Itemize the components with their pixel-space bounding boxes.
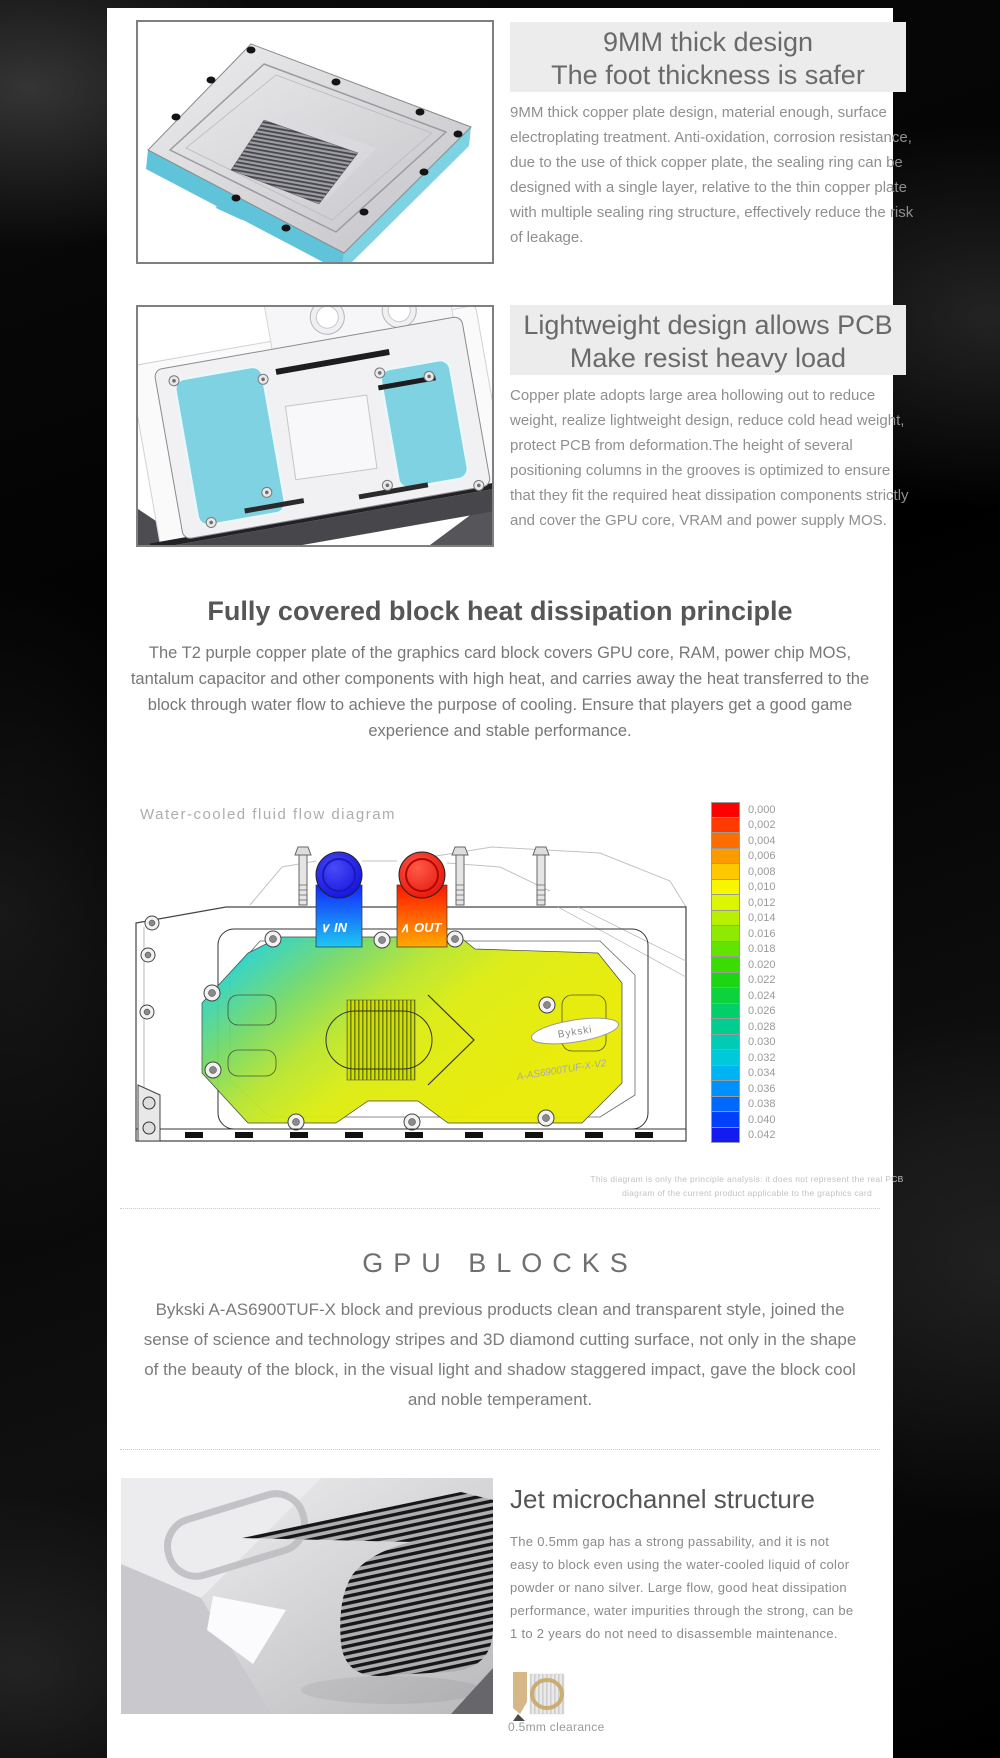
legend-swatch (711, 1128, 740, 1144)
legend-swatch (711, 942, 740, 958)
legend-swatch (711, 1035, 740, 1051)
legend-row (711, 957, 791, 973)
legend-row (711, 895, 791, 911)
legend-value: 0.032 (748, 1051, 776, 1064)
legend-row (711, 1097, 791, 1113)
legend-swatch (711, 1004, 740, 1020)
legend-swatch (711, 864, 740, 880)
flow-disclaimer-line1: This diagram is only the principle analysis: it does not represent the real PCB (590, 1174, 904, 1184)
legend-value: 0.018 (748, 943, 776, 956)
legend-value: 0.040 (748, 1113, 776, 1126)
legend-value: 0.034 (748, 1067, 776, 1080)
legend-row (711, 926, 791, 942)
legend-value: 0.036 (748, 1082, 776, 1095)
thick-design-body: 9MM thick copper plate design, material enough, surface electroplating treatment. Anti-oxidation, corrosion resistance, due to the use of thick copper plate, the sealing ring can be designed with a single layer, relative to the thin copper plate with multiple sealing ring structure, effectively reduce the risk of leakage. (510, 104, 914, 246)
legend-swatch (711, 1097, 740, 1113)
legend-row (711, 880, 791, 896)
terminal-ghost-outline (250, 847, 686, 907)
flow-disclaimer (537, 1172, 957, 1200)
legend-swatch (711, 957, 740, 973)
legend-row (711, 1128, 791, 1144)
legend-row (711, 973, 791, 989)
model-label: A-AS6900TUF-X-V2 (516, 1058, 608, 1084)
thick-design-heading (510, 22, 906, 92)
jet-body: The 0.5mm gap has a strong passability, and it is not easy to block even using the water-cooled liquid of color powder or nano silver. Large flow, good heat dissipation performance, water impurities through the strong, can be 1 to 2 years do not need to disassemble maintenance. (510, 1534, 854, 1641)
legend-swatch (711, 895, 740, 911)
legend-row (711, 864, 791, 880)
legend-swatch (711, 911, 740, 927)
legend-value: 0.030 (748, 1036, 776, 1049)
legend-row (711, 1019, 791, 1035)
legend-row (711, 849, 791, 865)
flow-in-label: IN (334, 920, 347, 935)
legend-value: 0.026 (748, 1005, 776, 1018)
microchannel-image (121, 1478, 493, 1714)
flow-out-arrow-icon: ∧ (400, 920, 410, 935)
legend-swatch (711, 1066, 740, 1082)
content-column (107, 8, 914, 1758)
legend-row (711, 1081, 791, 1097)
section-divider-2 (120, 1449, 880, 1450)
flow-diagram-drawing (130, 845, 710, 1165)
legend-swatch (711, 849, 740, 865)
clearance-icon (510, 1670, 568, 1727)
legend-value: 0,014 (748, 912, 776, 925)
legend-row (711, 1035, 791, 1051)
gpu-blocks-heading: GPU BLOCKS (362, 1248, 638, 1278)
legend-value: 0.020 (748, 958, 776, 971)
legend-row (711, 1004, 791, 1020)
legend-row (711, 942, 791, 958)
gpu-blocks-body: Bykski A-AS6900TUF-X block and previous products clean and transparent style, joined the sense of science and technology stripes and 3D diamond cutting surface, not only in the shape of the beauty of the block, in the visual light and shadow staggered impact, gave the block cool and noble temperament. (143, 1300, 857, 1409)
legend-swatch (711, 988, 740, 1004)
legend-value: 0,004 (748, 834, 776, 847)
jet-heading: Jet microchannel structure (510, 1484, 815, 1514)
legend-value: 0,012 (748, 896, 776, 909)
lightweight-body: Copper plate adopts large area hollowing out to reduce weight, realize lightweight design, reduce cold head weight, protect PCB from deformation.The height of several positioning columns in the grooves is optimized to ensure that they fit the required heat dissipation components strictly and cover the GPU core, VRAM and power supply MOS. (510, 387, 909, 529)
principle-body: The T2 purple copper plate of the graphics card block covers GPU core, RAM, power chip MOS, tantalum capacitor and other components with high heat, and carries away the heat transferred to the block through water flow to achieve the purpose of cooling. Ensure that players get a good game experience and stable performance. (130, 644, 870, 740)
principle-heading: Fully covered block heat dissipation principle (207, 596, 793, 626)
legend-value: 0.042 (748, 1129, 776, 1142)
legend-row (711, 911, 791, 927)
legend-row (711, 818, 791, 834)
fin-area (347, 1000, 415, 1080)
legend-swatch (711, 818, 740, 834)
legend-row (711, 1066, 791, 1082)
legend-value: 0.022 (748, 974, 776, 987)
legend-row (711, 802, 791, 818)
section-divider-1 (120, 1208, 880, 1209)
legend-swatch (711, 833, 740, 849)
lightweight-heading (510, 305, 906, 375)
flow-diagram (130, 845, 710, 1170)
legend-value: 0.038 (748, 1098, 776, 1111)
lightweight-heading-line2: Make resist heavy load (569, 343, 847, 373)
legend-value: 0,002 (748, 819, 776, 832)
flow-out-label: OUT (414, 920, 442, 935)
legend-swatch (711, 973, 740, 989)
legend-swatch (711, 1081, 740, 1097)
thick-design-heading-line2: The foot thickness is safer (551, 60, 865, 90)
legend-value: 0,008 (748, 865, 776, 878)
legend-swatch (711, 880, 740, 896)
pcb-block-image (136, 305, 494, 547)
lightweight-heading-line1: Lightweight design allows PCB (523, 310, 893, 340)
copper-plate-image (136, 20, 494, 264)
brand-label: Bykski (557, 1024, 594, 1041)
legend-row (711, 1112, 791, 1128)
legend-swatch (711, 802, 740, 818)
legend-row (711, 833, 791, 849)
copper-plate-render (138, 22, 492, 262)
flow-diagram-label: Water-cooled fluid flow diagram (140, 806, 397, 823)
pcb-block-render (138, 307, 492, 545)
microchannel-render (121, 1478, 493, 1714)
flow-in-arrow-icon: ∨ (320, 920, 330, 935)
flow-legend (711, 802, 791, 1143)
legend-value: 0.024 (748, 989, 776, 1002)
thick-design-heading-line1: 9MM thick design (602, 27, 814, 57)
legend-swatch (711, 1019, 740, 1035)
legend-value: 0.028 (748, 1020, 776, 1033)
legend-row (711, 1050, 791, 1066)
legend-swatch (711, 1050, 740, 1066)
legend-row (711, 988, 791, 1004)
legend-swatch (711, 1112, 740, 1128)
legend-value: 0,006 (748, 850, 776, 863)
legend-value: 0,000 (748, 803, 776, 816)
legend-swatch (711, 926, 740, 942)
legend-value: 0.016 (748, 927, 776, 940)
clearance-label: 0.5mm clearance (508, 1720, 605, 1734)
flow-disclaimer-line2: diagram of the current product applicable to the graphics card (621, 1188, 873, 1198)
legend-value: 0,010 (748, 881, 776, 894)
